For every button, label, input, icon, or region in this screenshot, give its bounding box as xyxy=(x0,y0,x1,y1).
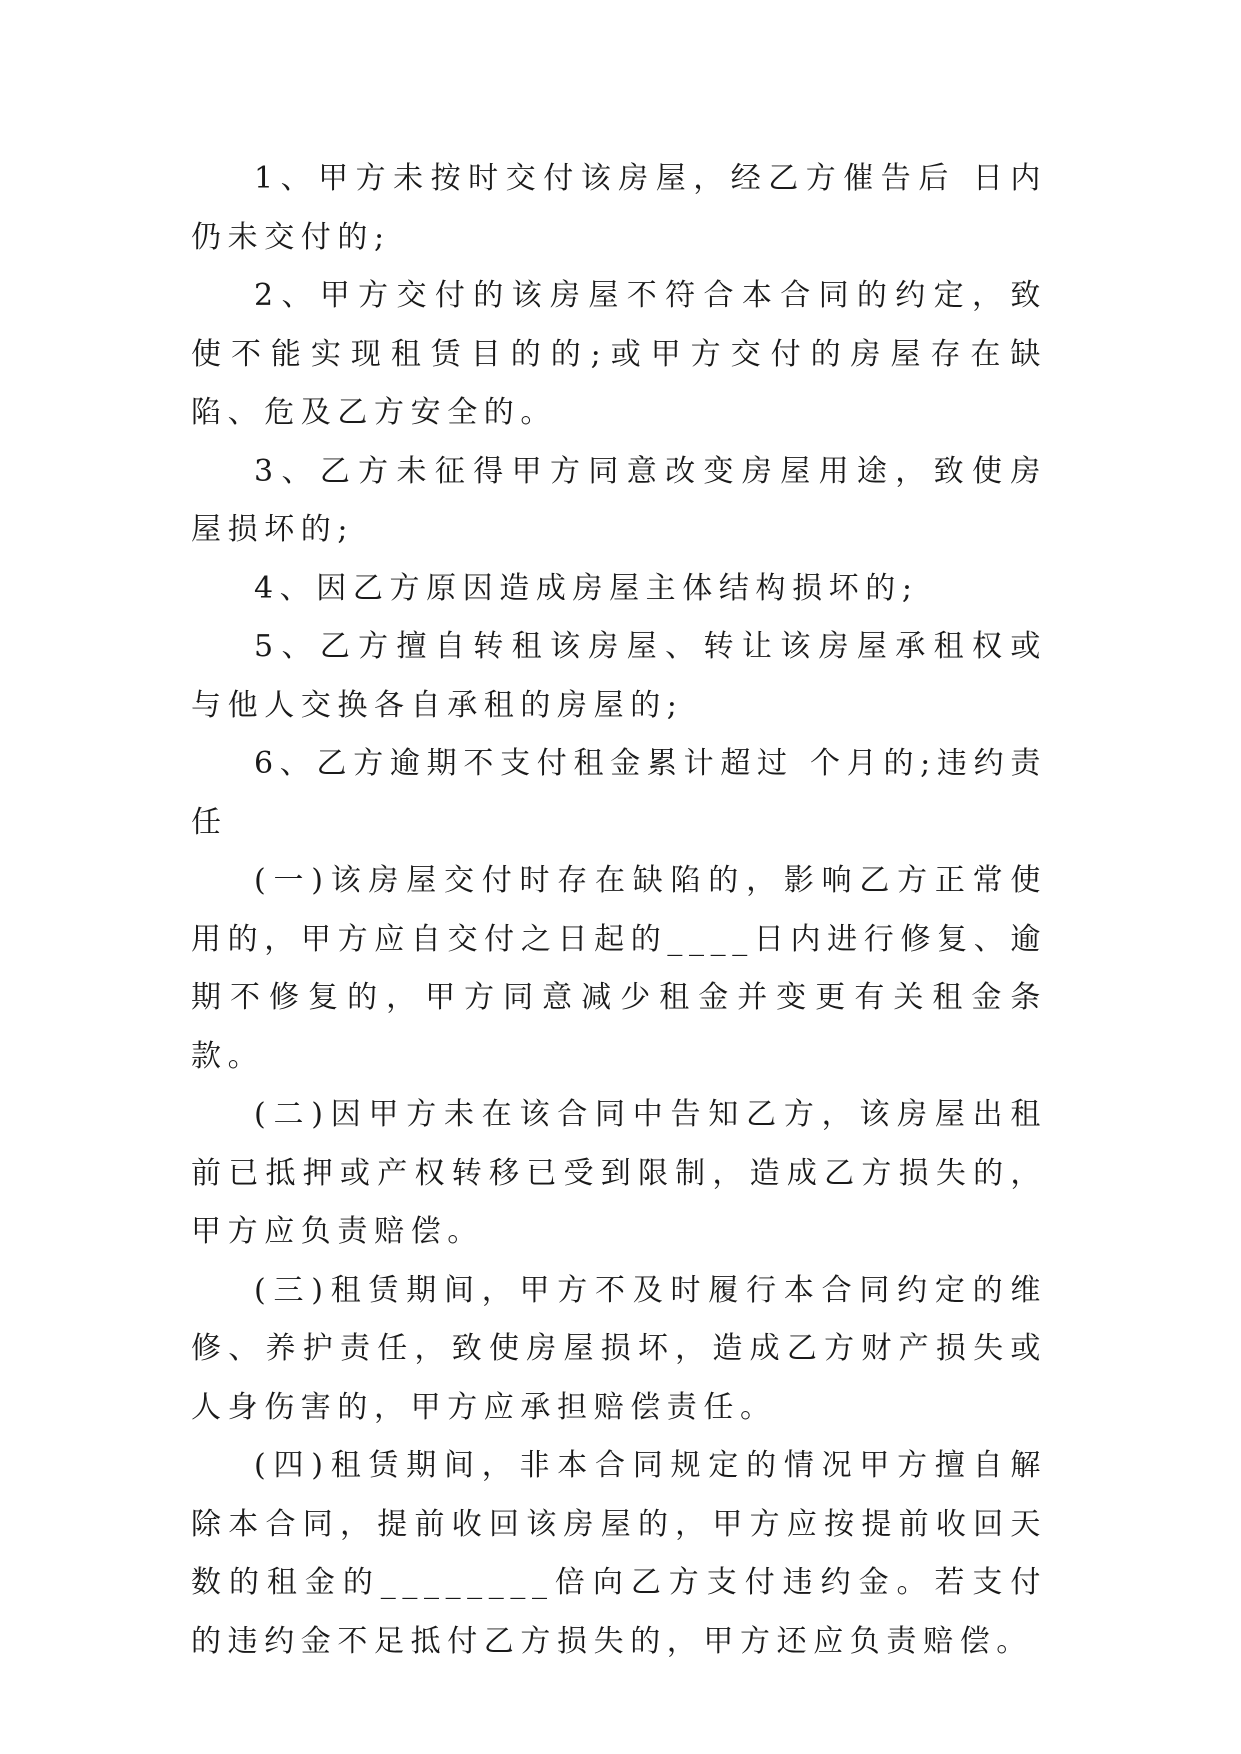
clause-2: 2、甲方交付的该房屋不符合本合同的约定，致使不能实现租赁目的的;或甲方交付的房屋存在缺陷、危及乙方安全的。 xyxy=(191,278,1047,430)
clause-3: 3、乙方未征得甲方同意改变房屋用途，致使房屋损坏的; xyxy=(191,453,1047,547)
clause-5: 5、乙方擅自转租该房屋、转让该房屋承租权或与他人交换各自承租的房屋的; xyxy=(191,629,1047,723)
clause-1: 1、甲方未按时交付该房屋，经乙方催告后 日内仍未交付的; xyxy=(191,161,1047,255)
liability-1: (一)该房屋交付时存在缺陷的，影响乙方正常使用的，甲方应自交付之日起的____日内进行修复、逾期不修复的，甲方同意减少租金并变更有关租金条款。 xyxy=(191,863,1047,1074)
clause-4: 4、因乙方原因造成房屋主体结构损坏的; xyxy=(254,570,919,606)
liability-4: (四)租赁期间，非本合同规定的情况甲方擅自解除本合同，提前收回该房屋的，甲方应按提前收回天数的租金的________倍向乙方支付违约金。若支付的违约金不足抵付乙方损失的，甲方还应负责赔偿。 xyxy=(191,1448,1047,1659)
document-page xyxy=(191,150,1047,1671)
liability-3: (三)租赁期间，甲方不及时履行本合同约定的维修、养护责任，致使房屋损坏，造成乙方财产损失或人身伤害的，甲方应承担赔偿责任。 xyxy=(191,1272,1047,1425)
liability-2: (二)因甲方未在该合同中告知乙方，该房屋出租前已抵押或产权转移已受到限制，造成乙方损失的，甲方应负责赔偿。 xyxy=(191,1097,1047,1249)
clause-6: 6、乙方逾期不支付租金累计超过 个月的;违约责任 xyxy=(191,746,1047,840)
